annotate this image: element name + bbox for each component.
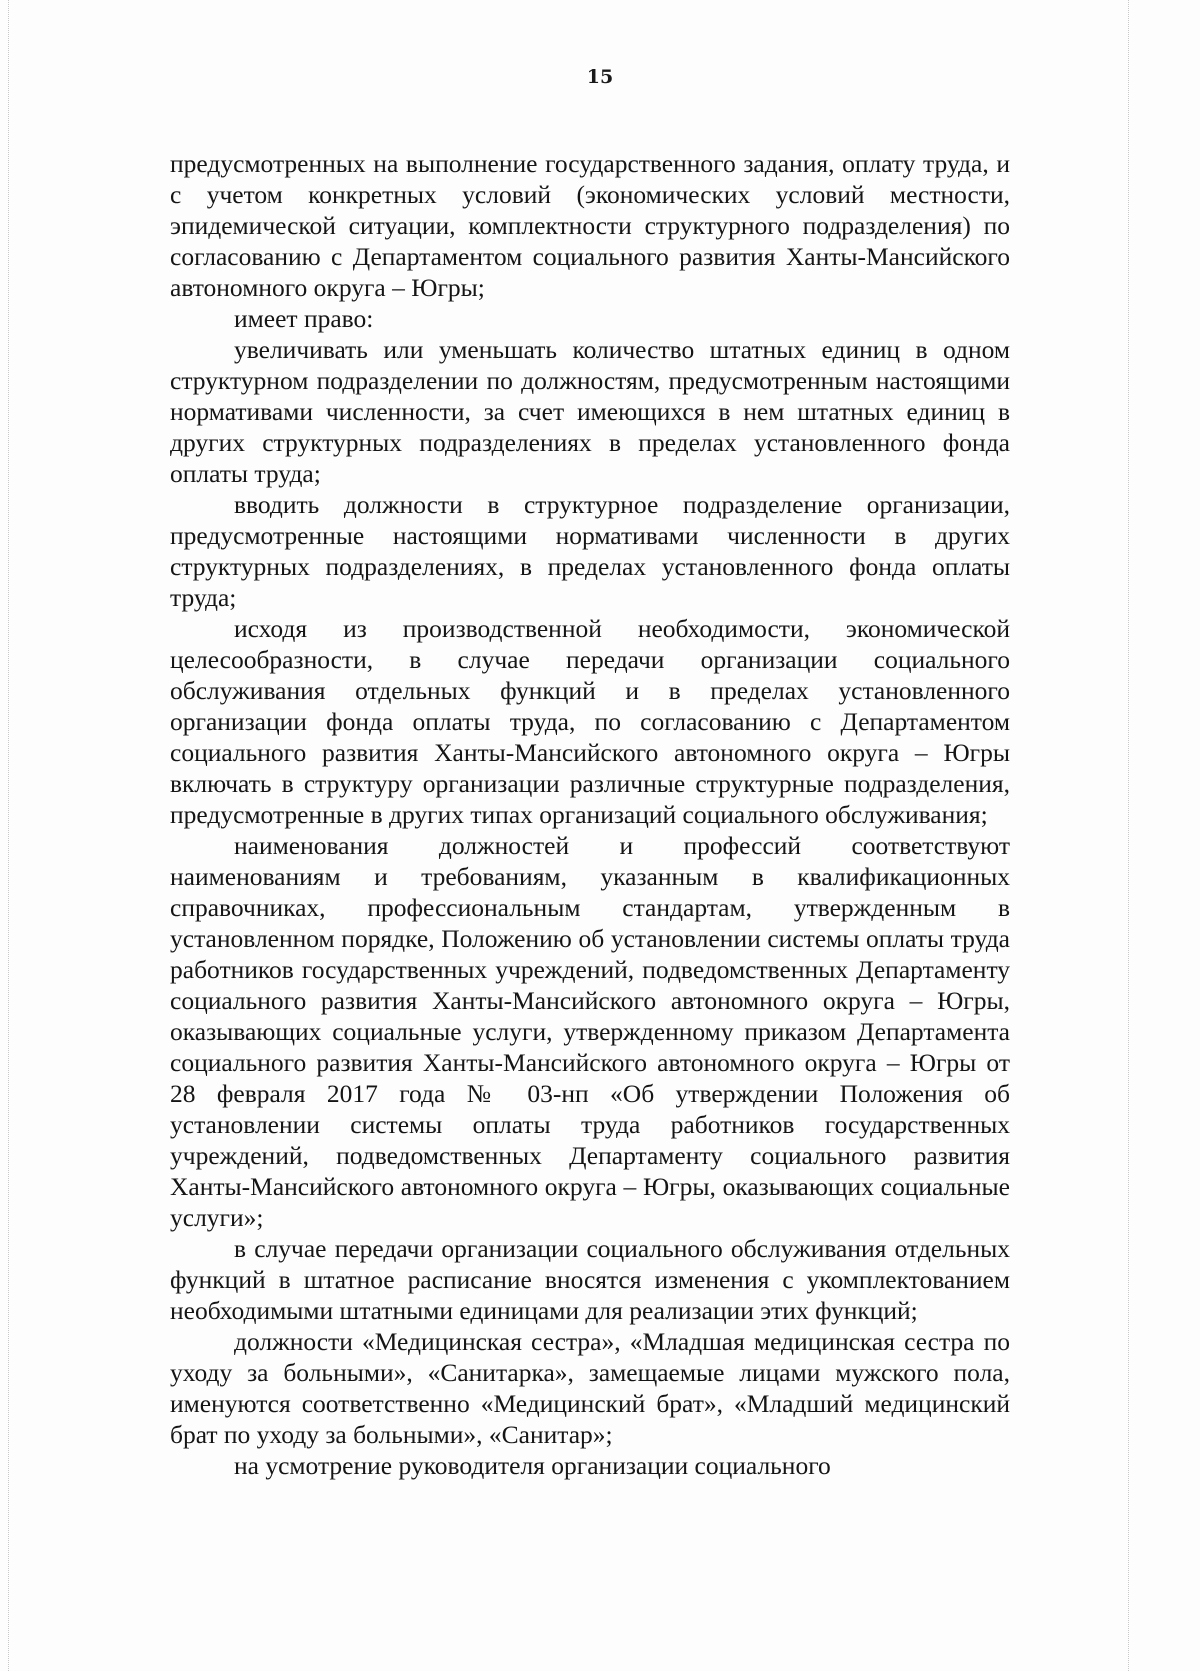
- paragraph-male-positions: должности «Медицинская сестра», «Младшая медицинская сестра по уходу за больными», «Санитарка», замещаемые лицами мужского пола, именуются соответственно «Медицинский брат», «Младший медицинский брат по уходу за больными», «Санитар»;: [170, 1327, 1010, 1449]
- page-number: 15: [586, 66, 614, 88]
- paragraph-head-discretion: на усмотрение руководителя организации социального: [234, 1451, 831, 1480]
- paragraph-continuation: предусмотренных на выполнение государственного задания, оплату труда, и с учетом конкретных условий (экономических условий местности, эпидемической ситуации, комплектности структурного подразделения) по согласованию с Департаментом социального развития Ханты-Мансийского автономного округа – Югры;: [170, 149, 1010, 302]
- paragraph-introduce-positions: вводить должности в структурное подразделение организации, предусмотренные настоящими нормативами численности в других структурных подразделениях, в пределах установленного фонда оплаты труда;: [170, 490, 1010, 612]
- paragraph-transfer-functions: в случае передачи организации социального обслуживания отдельных функций в штатное расписание вносятся изменения с укомплектованием необходимыми штатными единицами для реализации этих функций;: [170, 1234, 1010, 1325]
- paragraph-staff-units: увеличивать или уменьшать количество штатных единиц в одном структурном подразделении по должностям, предусмотренным настоящими нормативами численности, за счет имеющихся в нем штатных единиц в других структурных подразделениях в пределах установленного фонда оплаты труда;: [170, 335, 1010, 488]
- paragraph-position-names: наименования должностей и профессий соответствуют наименованиям и требованиям, указанным в квалификационных справочниках, профессиональным стандартам, утвержденным в установленном порядке, Положению об установлении системы оплаты труда работников государственных учреждений, подведомственных Департаменту социального развития Ханты-Мансийского автономного округа – Югры, оказывающих социальные услуги, утвержденному приказом Департамента социального развития Ханты-Мансийского автономного округа – Югры от 28 февраля 2017 года № 03-нп «Об утверждении Положения об установлении системы оплаты труда работников государственных учреждений, подведомственных Департаменту социального развития Ханты-Мансийского автономного округа – Югры, оказывающих социальные услуги»;: [170, 831, 1010, 1232]
- paragraph-production-necessity: исходя из производственной необходимости, экономической целесообразности, в случае передачи организации социального обслуживания отдельных функций и в пределах установленного организации фонда оплаты труда, по согласованию с Департаментом социального развития Ханты-Мансийского автономного округа – Югры включать в структуру организации различные структурные подразделения, предусмотренные в других типах организаций социального обслуживания;: [170, 614, 1010, 829]
- scan-edge-left: [8, 0, 10, 1671]
- paragraph-rights-intro: имеет право:: [234, 304, 374, 333]
- document-text: [170, 148, 1010, 1481]
- scan-edge-right: [1128, 0, 1130, 1671]
